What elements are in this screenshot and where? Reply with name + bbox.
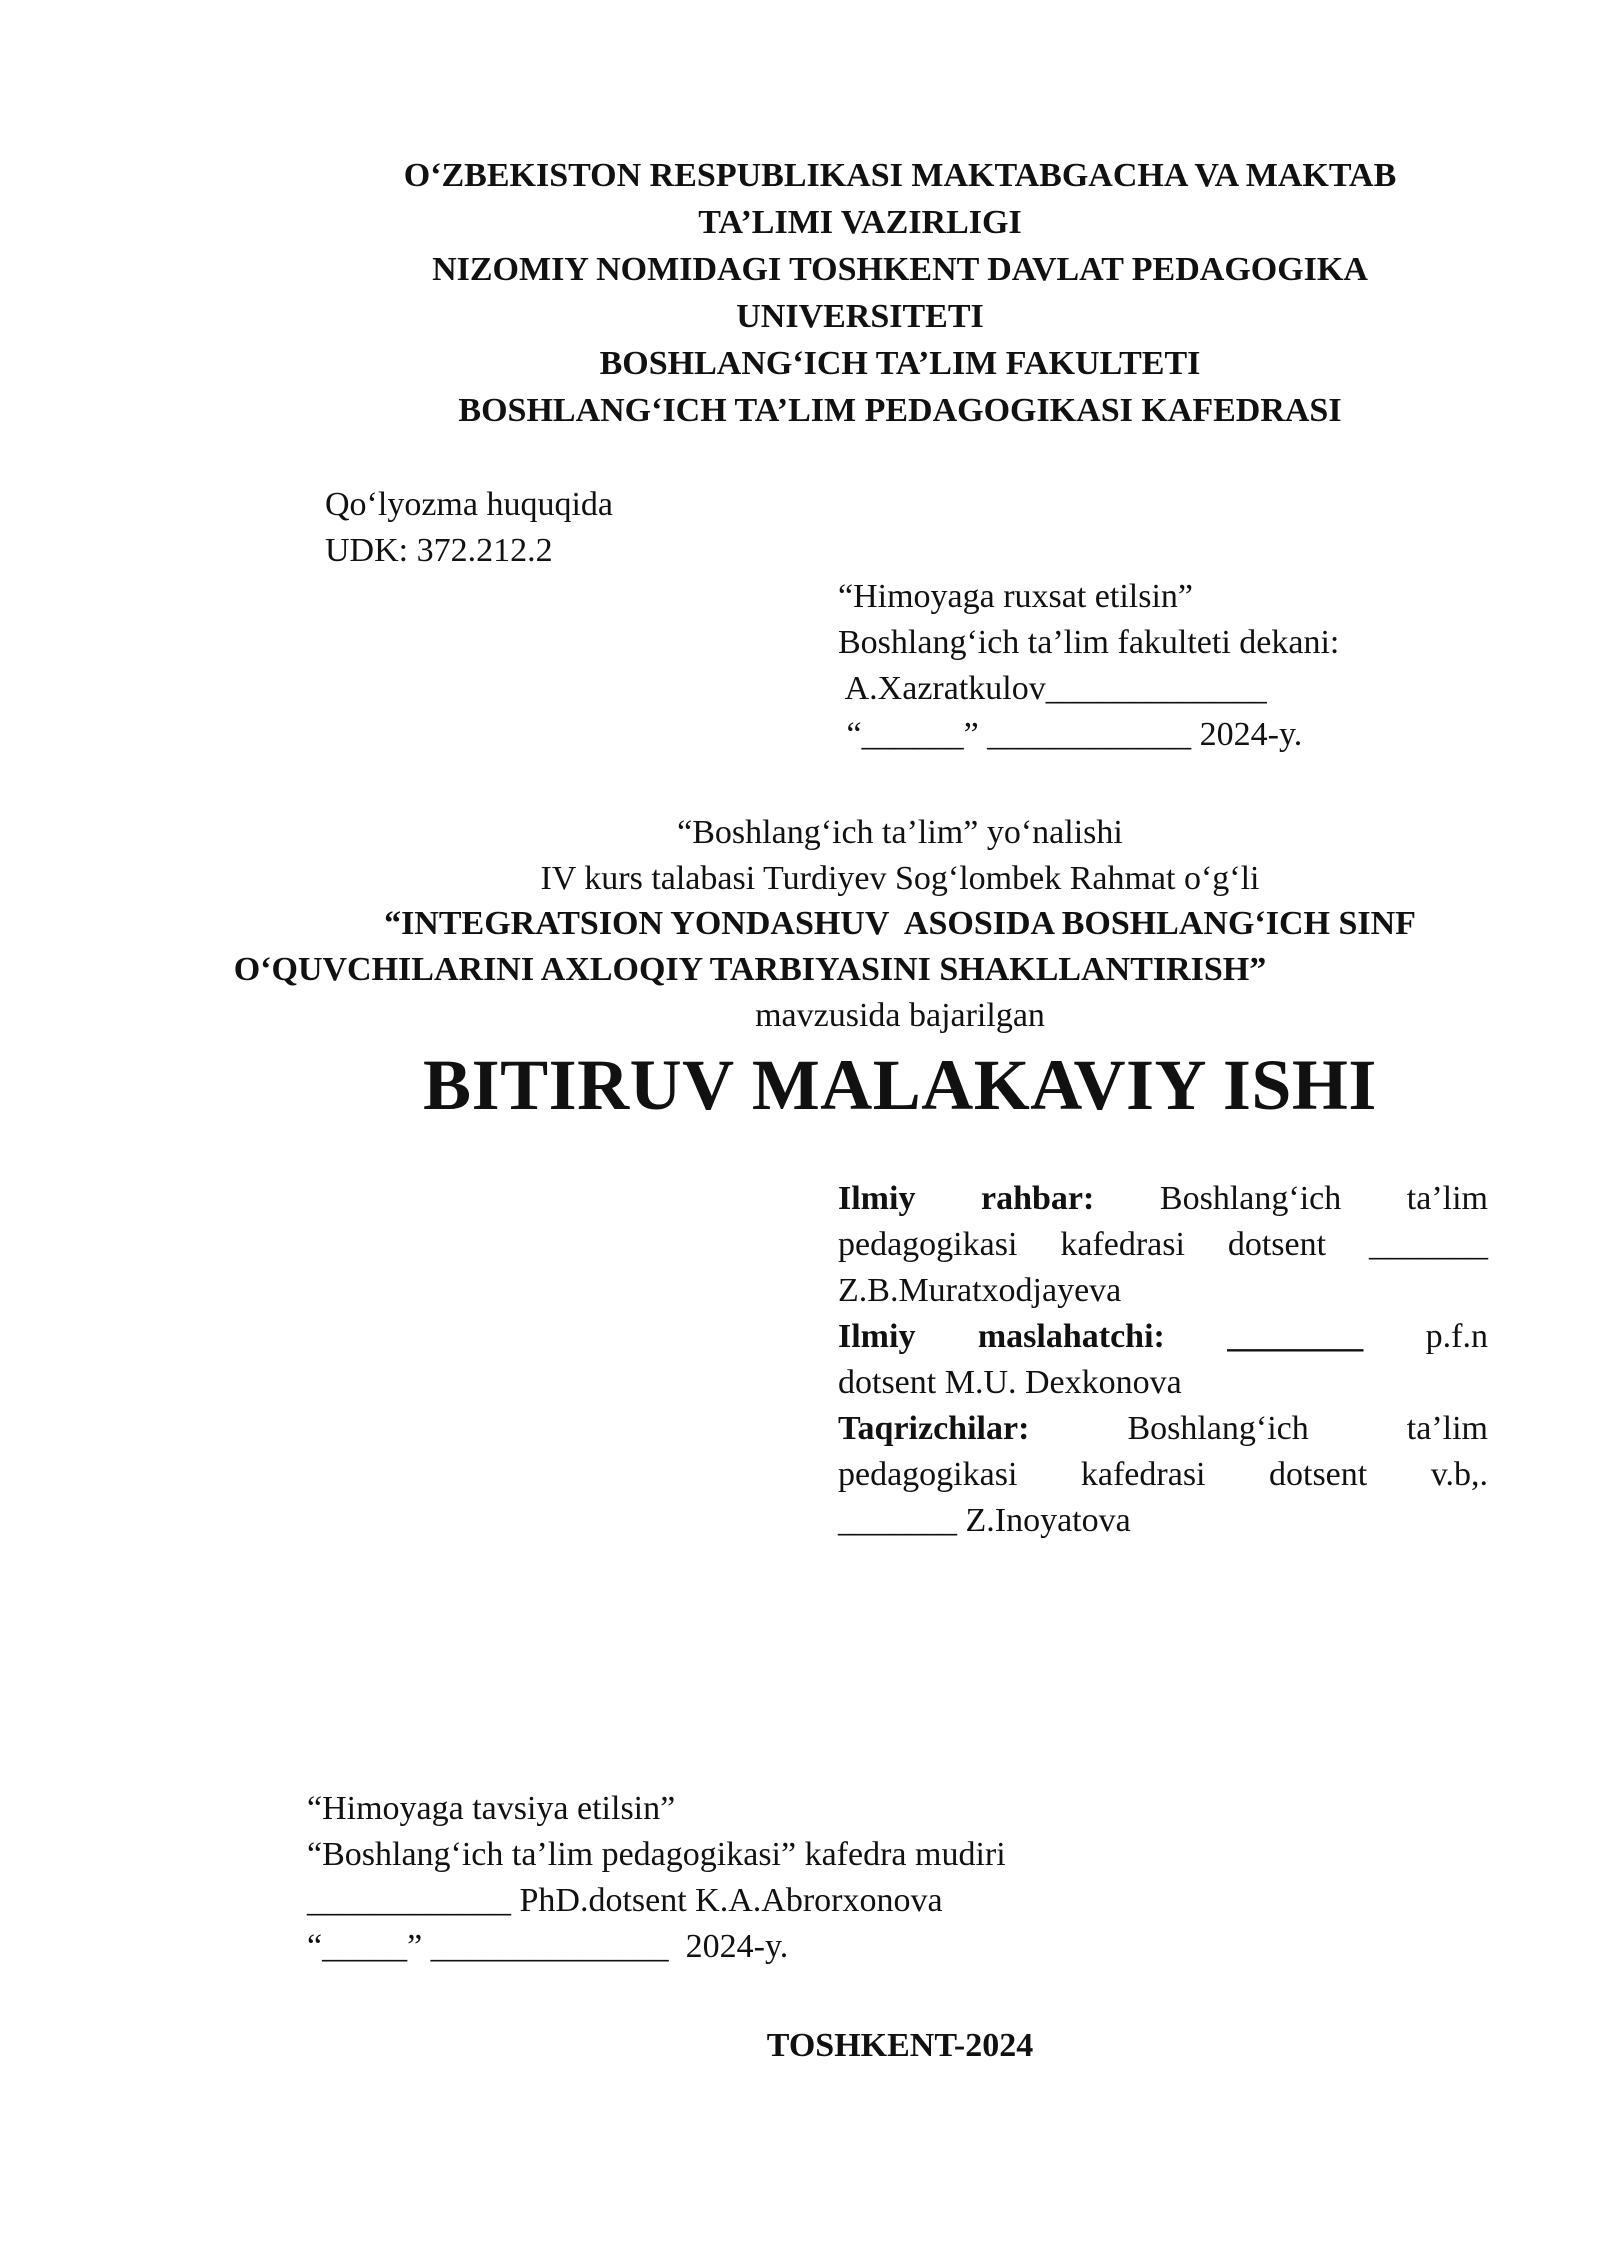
dean-approval-block [838, 574, 1339, 758]
consultant-row [838, 1314, 1488, 1360]
student-direction [400, 810, 1400, 856]
consultant-name: dotsent M.U. Dexkonova [838, 1364, 1182, 1401]
topic-line-2: O‘QUVCHILARINI AXLOQIY TARBIYASINI SHAKLLANTIRISH” [233, 951, 1267, 988]
student-name [300, 856, 1500, 902]
approval-line-2: Boshlang‘ich ta’lim fakulteti dekani: [838, 624, 1340, 661]
udk-code: UDK: 372.212.2 [325, 532, 553, 569]
header-line-5: BOSHLANG‘ICH TA’LIM FAKULTETI [599, 345, 1201, 382]
city-year-footer [400, 2022, 1400, 2069]
advisor-row-3 [838, 1268, 1488, 1314]
university-header-2 [280, 293, 1440, 340]
topic-suffix [400, 993, 1400, 1039]
topic-line-1: “INTEGRATSION YONDASHUV ASOSIDA BOSHLANG‘ICH SINF [384, 905, 1416, 942]
header-line-4: UNIVERSITETI [736, 298, 984, 335]
thesis-topic-line-1 [200, 900, 1600, 947]
advisor-label: Ilmiy rahbar: [838, 1180, 1095, 1217]
ministry-header-2 [280, 199, 1440, 246]
header-line-3: NIZOMIY NOMIDAGI TOSHKENT DAVLAT PEDAGOGIKA [432, 251, 1368, 288]
title-text: BITIRUV MALAKAVIY ISHI [423, 1045, 1377, 1125]
header-line-6: BOSHLANG‘ICH TA’LIM PEDAGOGIKASI KAFEDRASI [458, 392, 1342, 429]
rights-line-1: Qo‘lyozma huquqida [325, 486, 613, 523]
reviewers-name: _______ Z.Inoyatova [838, 1502, 1131, 1539]
ministry-header [200, 152, 1600, 199]
document-title [200, 1045, 1600, 1125]
reviewers-text-1: Boshlang‘ich ta’lim [1127, 1410, 1488, 1447]
recommendation-signature: ____________ PhD.dotsent K.A.Abrorxonova [307, 1882, 943, 1919]
reviewers-row-3 [838, 1498, 1488, 1544]
header-line-1: O‘ZBEKISTON RESPUBLIKASI MAKTABGACHA VA MAKTAB [403, 157, 1397, 194]
reviewers-row-2 [838, 1452, 1488, 1498]
reviewers-text-2: pedagogikasi kafedrasi dotsent v.b,. [838, 1456, 1488, 1493]
recommendation-line-2: “Boshlang‘ich ta’lim pedagogikasi” kafedra mudiri [307, 1836, 1006, 1873]
header-line-2: TA’LIMI VAZIRLIGI [698, 204, 1022, 241]
topic-line-3: mavzusida bajarilgan [755, 997, 1045, 1034]
manuscript-rights [325, 482, 613, 574]
approval-date: “______” ____________ 2024-y. [838, 716, 1303, 753]
university-header [200, 246, 1600, 293]
advisor-text-2: pedagogikasi kafedrasi dotsent _______ [838, 1226, 1488, 1263]
supervisors-block [838, 1176, 1488, 1544]
reviewers-label: Taqrizchilar: [838, 1410, 1030, 1447]
reviewers-row [838, 1406, 1488, 1452]
faculty-header [250, 340, 1550, 387]
recommendation-date: “_____” ______________ 2024-y. [307, 1928, 789, 1965]
thesis-topic-line-2 [200, 946, 1300, 993]
advisor-row-2 [838, 1222, 1488, 1268]
consultant-row-2 [838, 1360, 1488, 1406]
recommendation-block [307, 1786, 1006, 1970]
student-line-1: “Boshlang‘ich ta’lim” yo‘nalishi [677, 814, 1123, 851]
advisor-name: Z.B.Muratxodjayeva [838, 1272, 1122, 1309]
consultant-text-1: p.f.n [1425, 1318, 1488, 1355]
consultant-label: Ilmiy maslahatchi: [838, 1318, 1165, 1355]
advisor-text-1: Boshlang‘ich ta’lim [1159, 1180, 1488, 1217]
approval-line-1: “Himoyaga ruxsat etilsin” [838, 578, 1194, 615]
approval-signature: A.Xazratkulov_____________ [838, 670, 1267, 707]
student-line-2: IV kurs talabasi Turdiyev Sog‘lombek Rahmat o‘g‘li [540, 860, 1260, 897]
consultant-blank: ________ [1227, 1318, 1364, 1355]
recommendation-line-1: “Himoyaga tavsiya etilsin” [307, 1790, 676, 1827]
advisor-row [838, 1176, 1488, 1222]
department-header [250, 387, 1550, 434]
footer-text: TOSHKENT-2024 [766, 2027, 1034, 2064]
